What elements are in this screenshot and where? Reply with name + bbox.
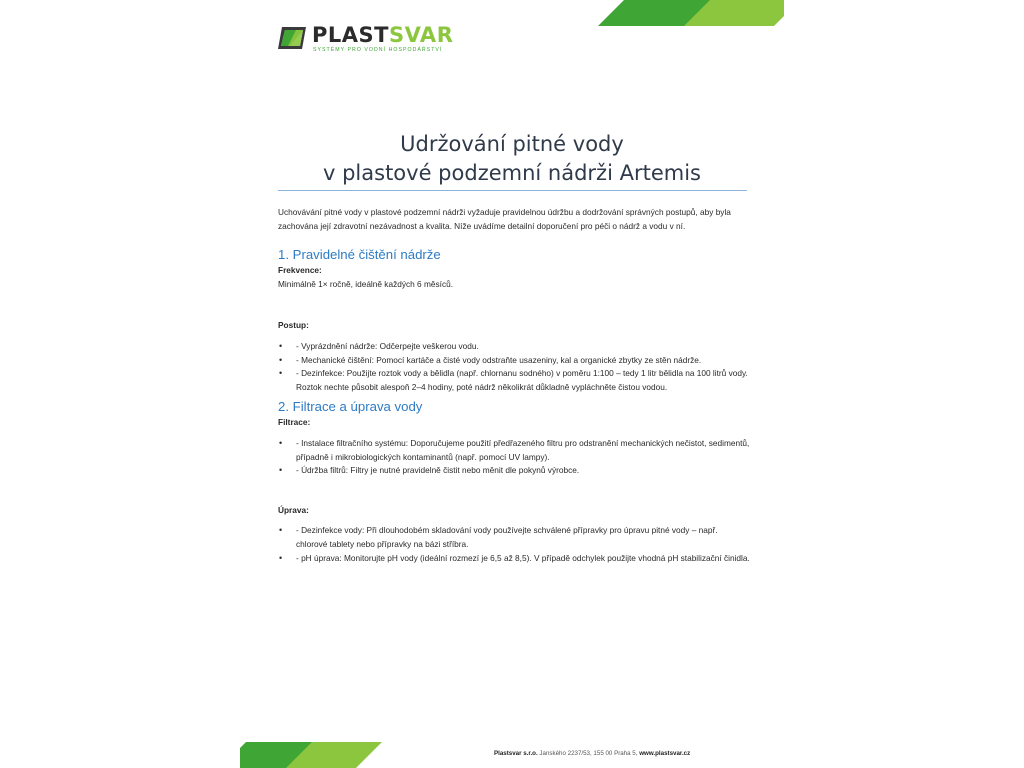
logo-wordmark bbox=[312, 24, 453, 46]
title-line-1: Udržování pitné vody bbox=[400, 132, 624, 156]
section1-heading: 1. Pravidelné čištění nádrže bbox=[278, 247, 441, 263]
list-item: • - Dezinfekce: Použijte roztok vody a bělidla (např. chlornanu sodného) v poměru 1:100 – tedy 1 litr bělidla na 100 litrů vody. Roztok nechte působit alespoň 2–4 hodiny, poté nádrž několikrát důkladně vypláchněte čistou vodou. bbox=[278, 367, 750, 394]
document-page bbox=[240, 0, 784, 768]
logo-word-part2: SVAR bbox=[388, 23, 454, 47]
section2-heading: 2. Filtrace a úprava vody bbox=[278, 399, 423, 415]
treatment-list bbox=[278, 524, 750, 565]
list-item: • - Mechanické čištění: Pomocí kartáče a čisté vody odstraňte usazeniny, kal a organické zbytky ze stěn nádrže. bbox=[278, 354, 750, 368]
title-line-2: v plastové podzemní nádrži Artemis bbox=[323, 161, 701, 185]
footer-company: Plastsvar s.r.o. bbox=[494, 750, 538, 757]
treatment-label: Úprava: bbox=[278, 504, 309, 515]
procedure-list bbox=[278, 340, 750, 394]
page-footer bbox=[494, 750, 690, 757]
list-item: • - Vyprázdnění nádrže: Odčerpejte veškerou vodu. bbox=[278, 340, 750, 354]
procedure-label: Postup: bbox=[278, 320, 309, 331]
title-divider bbox=[278, 190, 747, 191]
logo-tagline: SYSTÉMY PRO VODNÍ HOSPODÁŘSTVÍ bbox=[313, 47, 443, 53]
intro-paragraph: Uchovávání pitné vody v plastové podzemní nádrži vyžaduje pravidelnou údržbu a dodržování správných postupů, aby byla zachována její zdravotní nezávadnost a kvalita. Níže uvádíme detailní doporučení pro péči o nádrž a vodu v ní. bbox=[278, 207, 731, 231]
list-item: • - Údržba filtrů: Filtry je nutné pravidelně čistit nebo měnit dle pokynů výrobce. bbox=[278, 464, 750, 478]
list-item: • - Dezinfekce vody: Při dlouhodobém skladování vody používejte schválené přípravky pro úpravu pitné vody – např. chlorové tablety nebo přípravky na bázi stříbra. bbox=[278, 524, 750, 551]
frequency-text: Minimálně 1× ročně, ideálně každých 6 měsíců. bbox=[278, 278, 454, 289]
list-item: • - Instalace filtračního systému: Doporučujeme použití předřazeného filtru pro odstranění mechanických nečistot, sedimentů, případně i mikrobiologických kontaminantů (např. pomocí UV lampy). bbox=[278, 437, 750, 464]
logo-mark-icon bbox=[276, 25, 308, 51]
filtration-label: Filtrace: bbox=[278, 417, 311, 428]
logo-word-part1: PLAST bbox=[312, 23, 389, 47]
footer-web-link[interactable]: www.plastsvar.cz bbox=[639, 750, 691, 757]
footer-address: Janského 2237/53, 155 00 Praha 5, bbox=[539, 750, 638, 757]
filtration-list bbox=[278, 437, 750, 478]
frequency-label: Frekvence: bbox=[278, 265, 322, 276]
list-item: • - pH úprava: Monitorujte pH vody (ideální rozmezí je 6,5 až 8,5). V případě odchylek použijte vhodná pH stabilizační činidla. bbox=[278, 552, 750, 566]
document-body bbox=[278, 206, 750, 565]
document-title bbox=[240, 130, 784, 188]
